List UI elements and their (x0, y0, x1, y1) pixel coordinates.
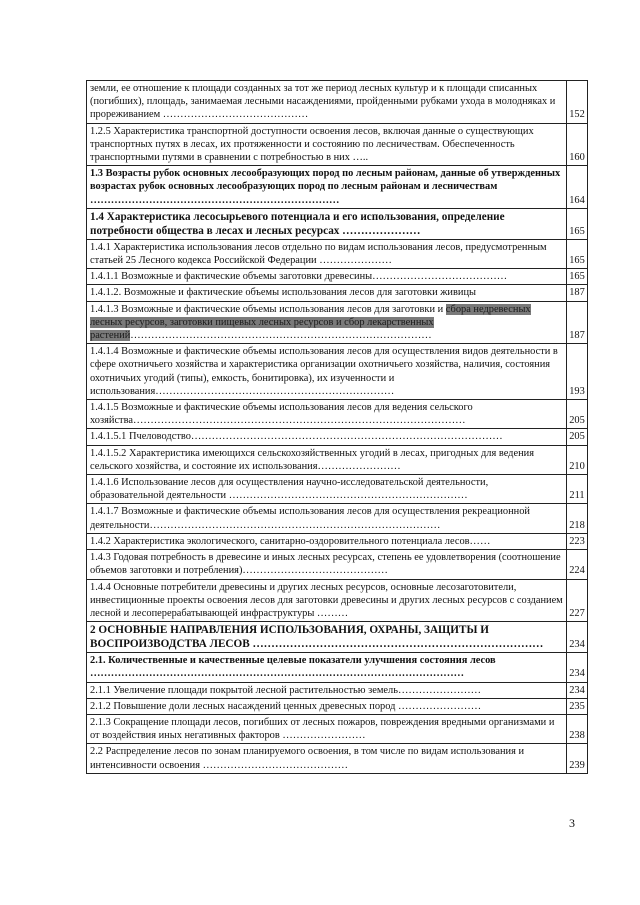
toc-entry-text: 1.4.1 Характеристика использования лесов отдельно по видам использования лесов, предусмотренным статьей 25 Лесного кодекса Российской Федерации ………………… (87, 239, 567, 268)
toc-entry-page: 205 (567, 429, 588, 445)
toc-row (87, 301, 588, 344)
toc-row (87, 682, 588, 698)
toc-entry-text-part: 1.4.1.3 Возможные и фактические объемы использования лесов для заготовки и (90, 303, 446, 315)
toc-entry-text: 1.2.5 Характеристика транспортной доступности освоения лесов, включая данные о существующих транспортных путях в лесах, их протяженности и состоянию по лесничествам. Обеспеченность транспортными путями в сравнении с потребностью в них ….. (87, 123, 567, 166)
toc-entry-page: 238 (567, 714, 588, 743)
toc-entry-page: 205 (567, 400, 588, 429)
toc-entry-text: 1.3 Возрасты рубок основных лесообразующих пород по лесным районам, данные об утвержденных возрастах рубок основных лесообразующих пород по лесным районам и лесничествам ……………………………………………………………… (87, 166, 567, 209)
toc-entry-text: 1.4.2 Характеристика экологического, санитарно-оздоровительного потенциала лесов…… (87, 533, 567, 549)
toc-row (87, 269, 588, 285)
toc-entry-page: 187 (567, 285, 588, 301)
toc-row (87, 550, 588, 579)
toc-row (87, 400, 588, 429)
toc-entry-text: 1.4 Характеристика лесосырьевого потенциала и его использования, определение потребности общества в лесах и лесных ресурсах ………………… (87, 208, 567, 239)
toc-entry-text: 1.4.4 Основные потребители древесины и других лесных ресурсов, основные лесозаготовители, инвестиционные проекты освоения лесов для заготовки древесины и других лесных ресурсов с созданием лесной и лесоперерабатывающей инфраструктуры ……… (87, 579, 567, 622)
toc-row (87, 744, 588, 773)
toc-entry-highlighted-text: сбора недревесных лесных ресурсов, заготовки пищевых лесных ресурсов и сбор лекарственных растений (90, 303, 531, 342)
toc-entry-page: 165 (567, 239, 588, 268)
toc-row (87, 285, 588, 301)
toc-entry-page: 165 (567, 208, 588, 239)
toc-row (87, 81, 588, 124)
toc-row (87, 445, 588, 474)
toc-row (87, 622, 588, 653)
toc-row (87, 579, 588, 622)
toc-entry-page: 160 (567, 123, 588, 166)
toc-row (87, 166, 588, 209)
toc-entry-page: 152 (567, 81, 588, 124)
toc-entry-page: 187 (567, 301, 588, 344)
toc-entry-page: 234 (567, 653, 588, 682)
toc-entry-text: 2 ОСНОВНЫЕ НАПРАВЛЕНИЯ ИСПОЛЬЗОВАНИЯ, ОХРАНЫ, ЗАЩИТЫ И ВОСПРОИЗВОДСТВА ЛЕСОВ …………………………………………………………………… (87, 622, 567, 653)
toc-entry-text: 2.2 Распределение лесов по зонам планируемого освоения, в том числе по видам использования и интенсивности освоения …………………………………… (87, 744, 567, 773)
toc-entry-page: 224 (567, 550, 588, 579)
table-of-contents (86, 80, 588, 774)
toc-entry-text: 1.4.1.5.2 Характеристика имеющихся сельскохозяйственных угодий в лесах, пригодных для ведения сельского хозяйства, и состояние их использования…………………… (87, 445, 567, 474)
toc-row (87, 429, 588, 445)
toc-entry-text: 1.4.1.2. Возможные и фактические объемы использования лесов для заготовки живицы (87, 285, 567, 301)
toc-entry-text: 1.4.1.7 Возможные и фактические объемы использования лесов для осуществления рекреационной деятельности………………………………………………………………………… (87, 504, 567, 533)
toc-row (87, 475, 588, 504)
toc-entry-page: 193 (567, 344, 588, 400)
toc-entry-page: 234 (567, 622, 588, 653)
toc-entry-text: 2.1.1 Увеличение площади покрытой лесной растительностью земель…………………… (87, 682, 567, 698)
toc-entry-page: 218 (567, 504, 588, 533)
toc-row (87, 123, 588, 166)
toc-row (87, 344, 588, 400)
toc-entry-text: 1.4.1.1 Возможные и фактические объемы заготовки древесины………………………………… (87, 269, 567, 285)
toc-entry-text: 1.4.1.5 Возможные и фактические объемы использования лесов для ведения сельского хозяйства…………………………………………………………………………………… (87, 400, 567, 429)
toc-row (87, 714, 588, 743)
toc-row (87, 653, 588, 682)
toc-entry-text: 2.1. Количественные и качественные целевые показатели улучшения состояния лесов ……………………………………………………………………………………………… (87, 653, 567, 682)
toc-entry-page: 223 (567, 533, 588, 549)
toc-entry-text: 2.1.2 Повышение доли лесных насаждений ценных древесных пород …………………… (87, 698, 567, 714)
page-number: 3 (569, 816, 575, 830)
toc-entry-page: 211 (567, 475, 588, 504)
toc-entry-text: земли, ее отношение к площади созданных за тот же период лесных культур и к площади списанных (погибших), площадь, занимаемая лесными насаждениями, пройденными рубками ухода в молодняках и прореживанием …………………………………… (87, 81, 567, 124)
toc-entry-page: 164 (567, 166, 588, 209)
toc-entry-page: 227 (567, 579, 588, 622)
toc-row (87, 698, 588, 714)
toc-row (87, 239, 588, 268)
toc-entry-page: 239 (567, 744, 588, 773)
toc-entry-text: 1.4.3 Годовая потребность в древесине и иных лесных ресурсах, степень ее удовлетворения (соотношение объемов заготовки и потребления)…………………………………… (87, 550, 567, 579)
toc-entry-text-part: …………………………………………………………………………… (130, 330, 432, 342)
toc-entry-text: 2.1.3 Сокращение площади лесов, погибших от лесных пожаров, повреждения вредными организмами и от воздействия иных негативных факторов …………………… (87, 714, 567, 743)
toc-entry-text: 1.4.1.4 Возможные и фактические объемы использования лесов для осуществления видов деятельности в сфере охотничьего хозяйства и характеристика организации охотничьего хозяйства, наличия, состояния охотничьих угодий (типы), емкость, бонитировка), их изученности и использования…………………………………………………………… (87, 344, 567, 400)
toc-entry-page: 210 (567, 445, 588, 474)
toc-entry-text: 1.4.1.5.1 Пчеловодство……………………………………………………………………………… (87, 429, 567, 445)
toc-entry-text (87, 301, 567, 344)
toc-entry-page: 235 (567, 698, 588, 714)
toc-row (87, 533, 588, 549)
toc-row (87, 208, 588, 239)
toc-entry-text: 1.4.1.6 Использование лесов для осуществления научно-исследовательской деятельности, образовательной деятельности …………………………………………………………… (87, 475, 567, 504)
toc-body (87, 81, 588, 774)
toc-entry-page: 165 (567, 269, 588, 285)
toc-row (87, 504, 588, 533)
toc-entry-page: 234 (567, 682, 588, 698)
